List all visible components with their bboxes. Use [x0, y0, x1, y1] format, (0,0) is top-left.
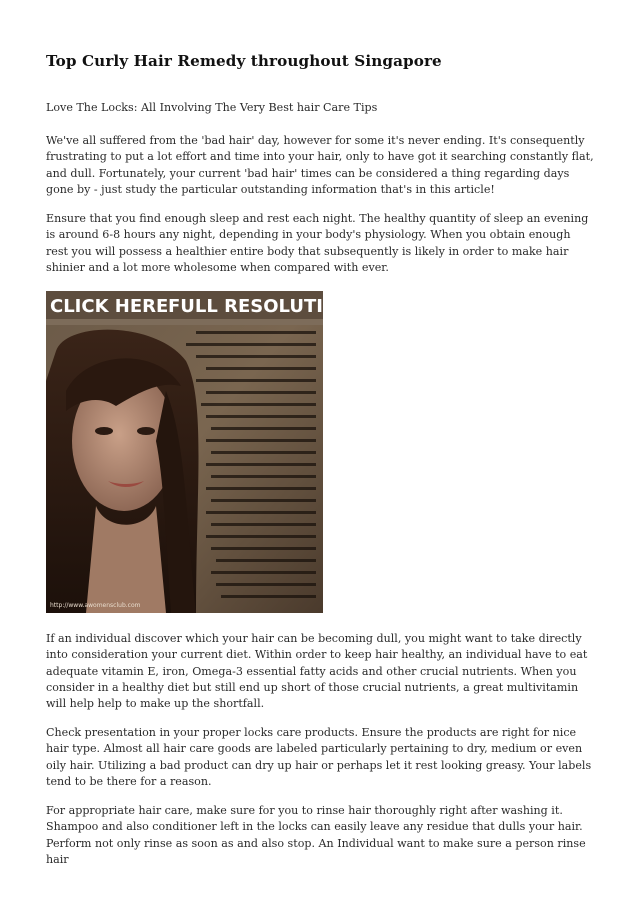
page-title: Top Curly Hair Remedy throughout Singapore: [46, 52, 442, 70]
banner-full-resolution: FULL RESOLUTION: [168, 296, 354, 317]
paragraph-2: Ensure that you find enough sleep and rest each night. The healthy quantity of sleep an evening is around 6-8 hours any night, depending in your body's physiology. When you obtain enough rest you will possess a healthier entire body that subsequently is likely in order to make hair shinier and a lot more wholesome when compared with ever.: [46, 212, 589, 274]
paragraph-3: If an individual discover which your hair can be becoming dull, you might want to take directly into consideration your current diet. Within order to keep hair healthy, an individual have to eat adequate vitamin E, iron, Omega-3 essential fatty acids and other crucial nutrients. When you consider in a healthy diet but still end up short of those crucial nutrients, a great multivitamin will help help to make up the shortfall.: [46, 632, 588, 711]
image-url: http://www.awomensclub.com: [50, 602, 141, 609]
article-image-art: [46, 291, 354, 613]
article-image[interactable]: [46, 291, 354, 613]
banner-click-here: CLICK HERE: [50, 296, 169, 317]
paragraph-4: Check presentation in your proper locks care products. Ensure the products are right for nice hair type. Almost all hair care goods are labeled particularly pertaining to dry, medium or even oily hair. Utilizing a bad product can dry up hair or perhaps let it rest looking greasy. Your labels tend to be there for a reason.: [46, 726, 592, 788]
paragraph-1: We've all suffered from the 'bad hair' day, however for some it's never ending. It's consequently frustrating to put a lot effort and time into your hair, only to have got it searching constantly flat, and dull. Fortunately, your current 'bad hair' times can be considered a thing regarding days gone by - just study the particular outstanding information that's in this article!: [46, 134, 594, 196]
subtitle: Love The Locks: All Involving The Very Best hair Care Tips: [46, 101, 378, 114]
paragraph-5: For appropriate hair care, make sure for you to rinse hair thoroughly right after washing it. Shampoo and also conditioner left in the locks can easily leave any residue that dulls your hair. Perform not only rinse as soon as and also stop. An Individual want to make sure a person rinse hair: [46, 804, 586, 866]
